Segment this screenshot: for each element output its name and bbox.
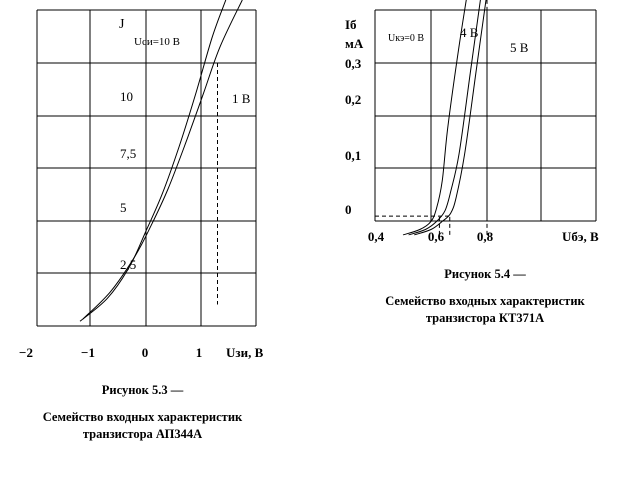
left-y-tick-label: 7,5 <box>120 146 137 161</box>
left-annotation-1v: 1 В <box>232 91 251 106</box>
right-y-axis-label: Iб <box>345 17 357 32</box>
left-x-axis-label: Uзи, В <box>226 345 264 360</box>
right-y-tick-label: 0 <box>345 202 352 217</box>
caption-left-line1: Семейство входных характеристик <box>42 410 243 424</box>
left-annotation-uci: Uси=10 В <box>134 36 181 48</box>
right-x-tick-label: 0,4 <box>367 229 385 244</box>
left-y-axis-label: J <box>119 17 125 32</box>
caption-left-number: Рисунок 5.3 ― <box>101 383 184 397</box>
right-x-tick-label: 0,8 <box>476 229 494 244</box>
caption-left-line2: транзистора АП344А <box>82 427 203 441</box>
caption-right-line2: транзистора КТ371А <box>425 311 545 325</box>
left-x-tick-label: 0 <box>141 345 149 360</box>
right-y-tick-label: 0,1 <box>345 148 362 163</box>
caption-right-line1: Семейство входных характеристик <box>385 294 585 308</box>
right-annotation-uke: Uкэ=0 В <box>388 33 425 44</box>
right-annotation-5v: 5 В <box>510 40 529 55</box>
right-annotation-4v: 4 В <box>460 25 479 40</box>
left-y-tick-label: 10 <box>120 89 133 104</box>
right-x-tick-label: 0,6 <box>427 229 445 244</box>
left-x-tick-label: 1 <box>195 345 203 360</box>
right-y-tick-label: 0,3 <box>345 56 362 71</box>
left-y-tick-label: 2,5 <box>120 257 137 272</box>
caption-right <box>340 266 630 327</box>
caption-left <box>5 382 280 443</box>
right-y-axis-unit: мА <box>345 36 364 51</box>
left-x-tick-label: −2 <box>19 345 33 360</box>
right-y-tick-label: 0,2 <box>345 92 362 107</box>
left-y-tick-label: 5 <box>120 200 127 215</box>
left-x-tick-label: −1 <box>81 345 95 360</box>
caption-right-number: Рисунок 5.4 ― <box>444 267 526 281</box>
right-x-axis-label: Uбэ, В <box>562 229 599 244</box>
